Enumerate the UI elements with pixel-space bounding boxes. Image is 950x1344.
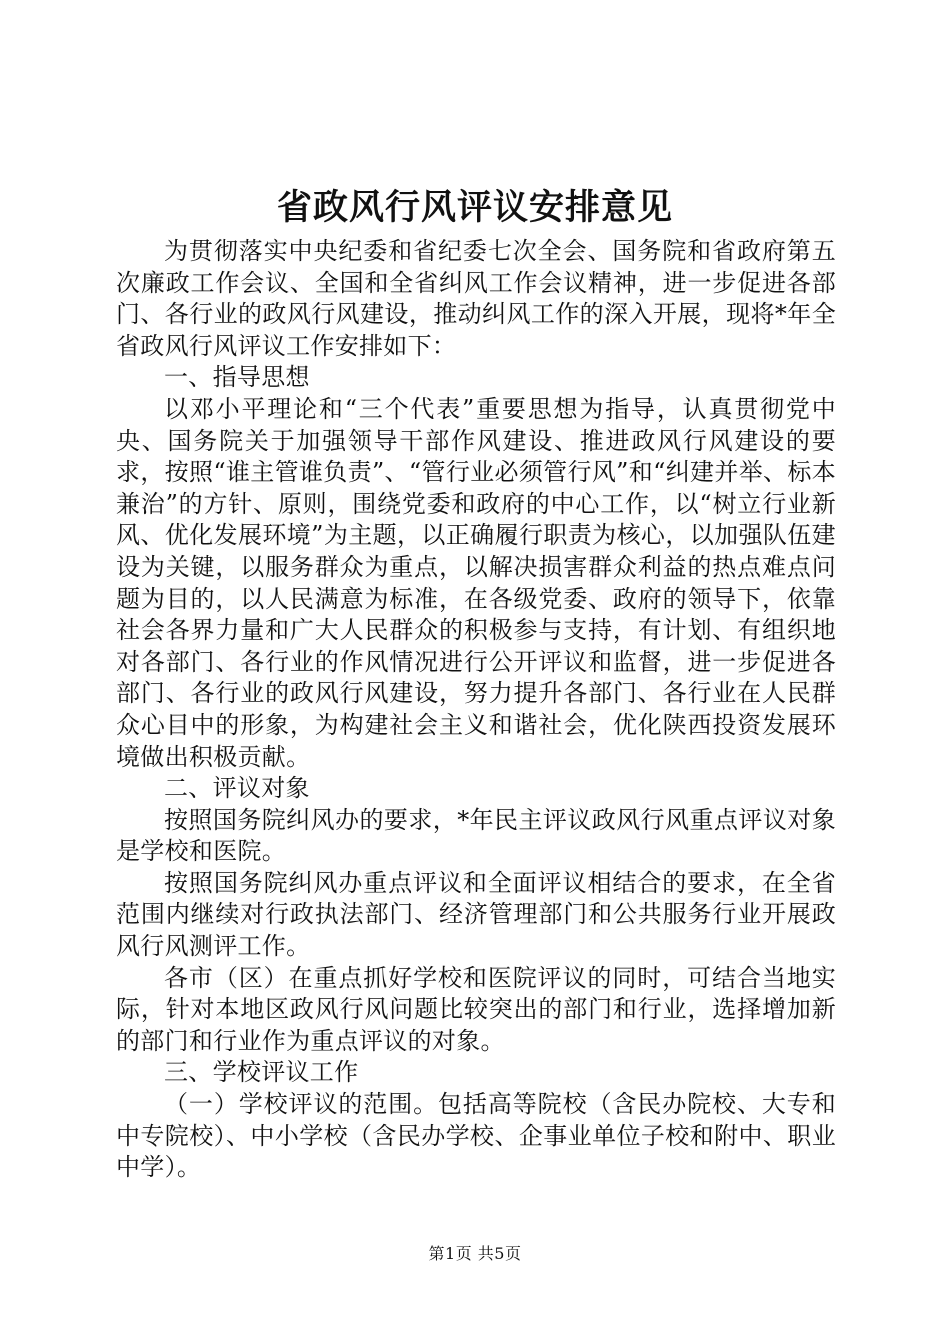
evaluation-targets-paragraph-2: 按照国务院纠风办重点评议和全面评议相结合的要求，在全省范围内继续对行政执法部门、经济管理部门和公共服务行业开展政风行风测评工作。 [116,868,836,961]
school-evaluation-scope-paragraph: （一）学校评议的范围。包括高等院校（含民办院校、大专和中专院校）、中小学校（含民办学校、企事业单位子校和附中、职业中学）。 [116,1090,836,1182]
document-title: 省政风行风评议安排意见 [276,187,673,228]
evaluation-targets-paragraph-1: 按照国务院纠风办的要求，*年民主评议政风行风重点评议对象是学校和医院。 [116,805,836,866]
intro-paragraph: 为贯彻落实中央纪委和省纪委七次全会、国务院和省政府第五次廉政工作会议、全国和全省纠风工作会议精神，进一步促进各部门、各行业的政风行风建设，推动纠风工作的深入开展，现将*年全省政风行风评议工作安排如下： [116,237,836,360]
document-body [116,236,836,1184]
section-heading-evaluation-targets: 二、评议对象 [164,774,310,803]
guiding-ideology-paragraph: 以邓小平理论和“三个代表”重要思想为指导，认真贯彻党中央、国务院关于加强领导干部作风建设、推进政风行风建设的要求，按照“谁主管谁负责”、“管行业必须管行风”和“纠建并举、标本兼治”的方针、原则，围绕党委和政府的中心工作，以“树立行业新风、优化发展环境”为主题，以正确履行职责为核心，以加强队伍建设为关键，以服务群众为重点，以解决损害群众利益的热点难点问题为目的，以人民满意为标准，在各级党委、政府的领导下，依靠社会各界力量和广大人民群众的积极参与支持，有计划、有组织地对各部门、各行业的作风情况进行公开评议和监督，进一步促进各部门、各行业的政风行风建设，努力提升各部门、各行业在人民群众心目中的形象，为构建社会主义和谐社会，优化陕西投资发展环境做出积极贡献。 [116,394,836,771]
evaluation-targets-paragraph-3: 各市（区）在重点抓好学校和医院评议的同时，可结合当地实际，针对本地区政风行风问题比较突出的部门和行业，选择增加新的部门和行业作为重点评议的对象。 [116,963,836,1055]
section-heading-guiding-ideology: 一、指导思想 [164,363,310,392]
page-number-footer: 第1页 共5页 [428,1244,522,1263]
section-heading-school-evaluation: 三、学校评议工作 [164,1058,359,1087]
